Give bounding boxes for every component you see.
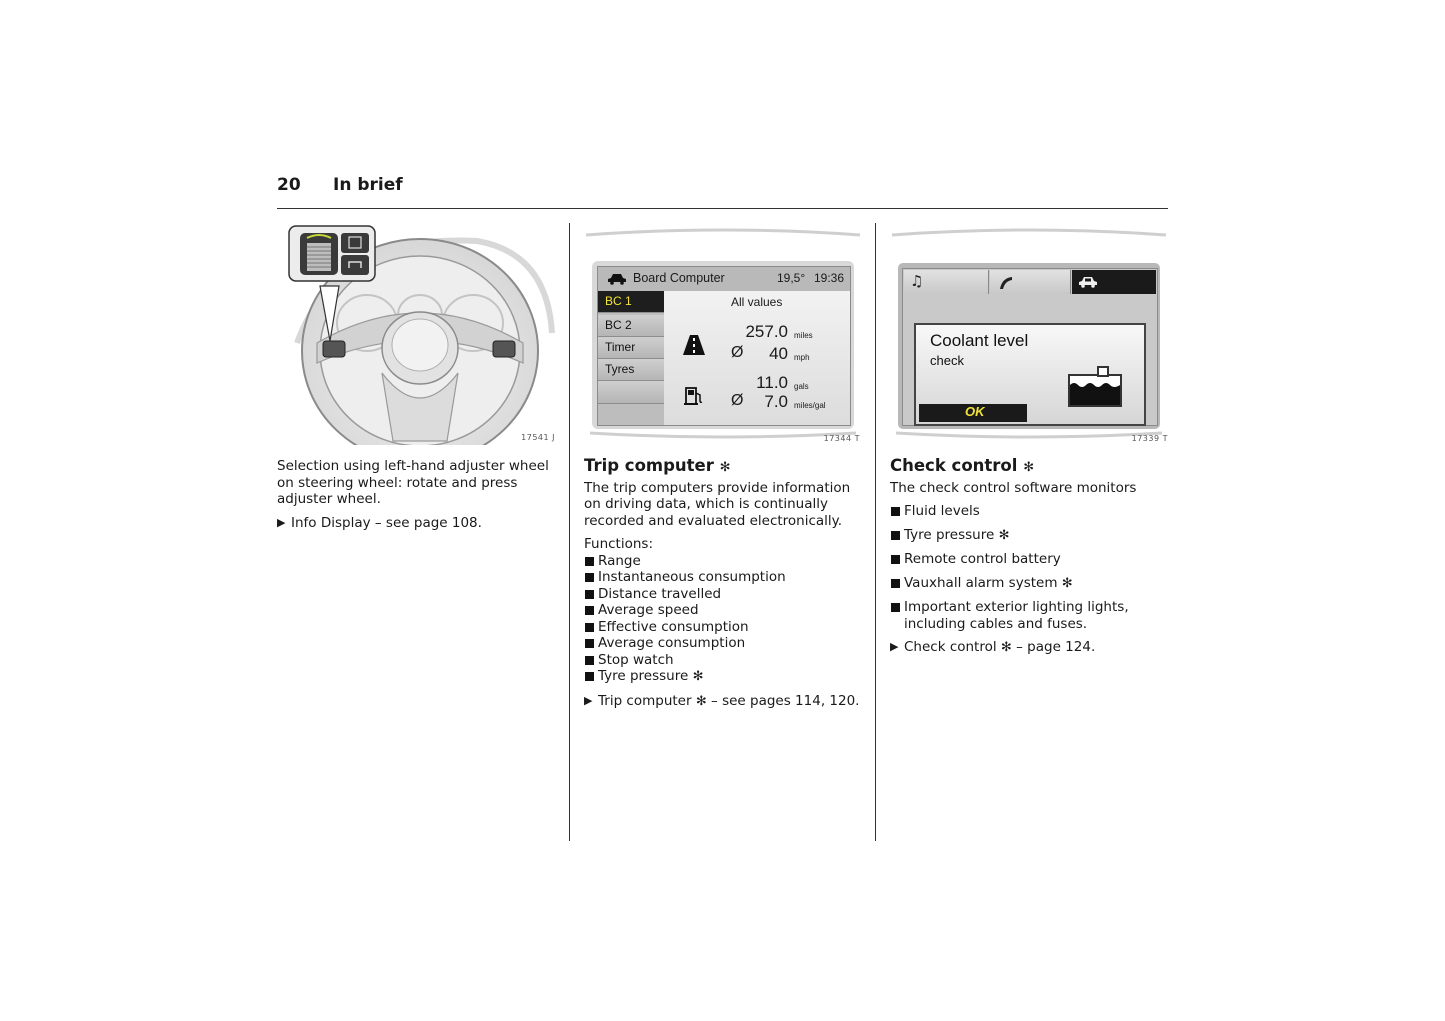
column-3-text xyxy=(890,458,1168,657)
optional-equipment-icon: ✻ xyxy=(1000,640,1012,655)
list-item-text: Tyre pressure xyxy=(598,668,689,684)
xref-text-b: – page 124. xyxy=(1016,639,1096,655)
col1-paragraph: Selection using left-hand adjuster wheel on steering wheel: rotate and press adjuster wheel. xyxy=(277,458,549,507)
check-control-screen xyxy=(902,268,1158,426)
bc-menu-bc1[interactable]: BC 1 xyxy=(598,291,669,313)
list-item: Instantaneous consumption xyxy=(584,569,864,586)
range-value: 257.0 xyxy=(745,322,788,341)
bc-temperature: 19,5° xyxy=(777,271,806,285)
optional-equipment-icon: ✻ xyxy=(695,693,707,709)
list-item xyxy=(584,668,864,686)
avg-cons-symbol: Ø xyxy=(731,392,744,409)
bc-menu-bc2[interactable]: BC 2 xyxy=(598,315,669,337)
col1-xref-text: Info Display – see page 108. xyxy=(291,514,482,531)
list-item xyxy=(890,527,1168,545)
avg-cons-unit: miles/gal xyxy=(794,401,826,410)
ok-button-label: OK xyxy=(965,404,985,419)
road-icon xyxy=(683,335,705,355)
list-item: Effective consumption xyxy=(584,619,864,636)
section-title: In brief xyxy=(333,175,403,195)
tab-phone[interactable] xyxy=(990,270,1071,294)
xref-text-b: – see pages 114, 120. xyxy=(711,692,860,709)
warning-submessage: check xyxy=(930,353,964,368)
trip-computer-intro: The trip computers provide information on driving data, which is continually recorded and evaluated electronically. xyxy=(584,479,851,529)
avg-speed-value: 40 xyxy=(769,344,788,363)
steering-wheel-figure xyxy=(277,223,557,445)
functions-list xyxy=(584,553,864,686)
column-1-text xyxy=(277,458,557,531)
board-computer-screen xyxy=(597,266,851,426)
coolant-tank-icon xyxy=(1068,365,1122,407)
ok-button[interactable] xyxy=(919,404,1027,422)
check-control-heading xyxy=(890,458,1168,477)
bc-selected-label: All values xyxy=(731,295,783,309)
header-divider xyxy=(277,208,1168,209)
column-2-text xyxy=(584,458,864,710)
warning-message: Coolant level xyxy=(930,331,1029,350)
monitored-items-list xyxy=(890,503,1168,632)
car-icon xyxy=(607,273,627,285)
car-icon xyxy=(1078,276,1098,289)
col1-cross-reference[interactable] xyxy=(277,515,557,532)
phone-icon xyxy=(998,275,1014,290)
heading-text: Trip computer xyxy=(584,456,714,475)
list-item xyxy=(890,575,1168,593)
page-number: 20 xyxy=(277,175,301,195)
tab-vehicle[interactable] xyxy=(1072,270,1156,294)
avg-speed-symbol: Ø xyxy=(731,344,744,361)
figure-id: 17344 T xyxy=(823,434,860,443)
xref-text-a: Check control xyxy=(904,639,997,655)
check-control-figure xyxy=(890,223,1168,445)
steering-wheel-illustration xyxy=(277,223,557,445)
bc-menu-empty xyxy=(598,381,669,404)
check-control-intro: The check control software monitors xyxy=(890,479,1137,496)
optional-equipment-icon: ✻ xyxy=(719,460,731,475)
bc-time: 19:36 xyxy=(814,271,845,285)
fuel-value: 11.0 xyxy=(756,373,788,392)
optional-equipment-icon: ✻ xyxy=(998,527,1010,543)
list-item: Distance travelled xyxy=(584,586,864,603)
list-item: Stop watch xyxy=(584,652,864,669)
column-divider-2 xyxy=(875,223,876,841)
arrow-right-icon: ▶ xyxy=(277,515,286,529)
list-item-text: Vauxhall alarm system xyxy=(904,574,1058,591)
arrow-right-icon: ▶ xyxy=(890,640,899,653)
tab-audio[interactable] xyxy=(904,270,989,294)
arrow-right-icon: ▶ xyxy=(584,693,593,707)
fuel-unit: gals xyxy=(794,382,809,391)
bc-title-bar xyxy=(598,267,850,291)
range-unit: miles xyxy=(794,331,813,340)
optional-equipment-icon: ✻ xyxy=(1023,460,1035,475)
optional-equipment-icon: ✻ xyxy=(1061,575,1073,591)
list-item: Fluid levels xyxy=(890,503,1168,520)
trip-computer-heading xyxy=(584,458,864,477)
col2-cross-reference[interactable] xyxy=(584,693,864,711)
bc-menu-timer[interactable]: Timer xyxy=(598,337,669,359)
xref-text-a: Trip computer xyxy=(598,692,692,709)
figure-id: 17541 J xyxy=(521,433,555,442)
board-computer-figure xyxy=(584,223,862,445)
fuel-pump-icon xyxy=(684,386,704,406)
list-item-text: Tyre pressure xyxy=(904,526,995,543)
functions-label: Functions: xyxy=(584,536,654,552)
list-item: Remote control battery xyxy=(890,551,1168,568)
bc-title: Board Computer xyxy=(633,271,725,285)
list-item: Average consumption xyxy=(584,635,864,652)
bc-menu-tyres[interactable]: Tyres xyxy=(598,359,669,381)
bc-sidebar xyxy=(598,291,664,425)
column-divider-1 xyxy=(569,223,570,841)
avg-speed-unit: mph xyxy=(794,353,810,362)
optional-equipment-icon: ✻ xyxy=(692,669,704,684)
heading-text: Check control xyxy=(890,456,1018,475)
avg-cons-value: 7.0 xyxy=(764,392,788,411)
list-item: Average speed xyxy=(584,602,864,619)
figure-id: 17339 T xyxy=(1131,434,1168,443)
music-note-icon: ♫ xyxy=(910,272,924,290)
col3-cross-reference[interactable] xyxy=(890,639,1168,657)
list-item: Range xyxy=(584,553,864,570)
list-item: Important exterior lighting lights, including cables and fuses. xyxy=(890,599,1168,632)
bc-values-panel xyxy=(664,291,850,425)
